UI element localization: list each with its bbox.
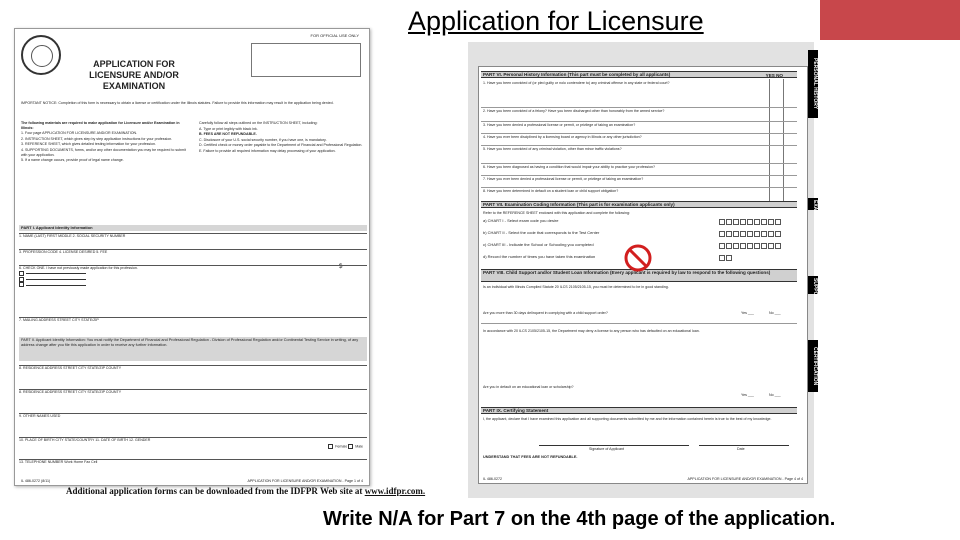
- application-form-page-1: [14, 28, 370, 486]
- divider: [481, 163, 797, 164]
- divider: [481, 107, 797, 108]
- divider: [481, 175, 797, 176]
- materials-item: 1. Four page APPLICATION FOR LICENSURE AND/OR EXAMINATION.: [21, 131, 138, 136]
- download-link[interactable]: www.idfpr.com.: [364, 486, 426, 496]
- part-8-question-4: Are you in default on an educational loan or scholarship?: [483, 385, 574, 389]
- gender-female: Female: [335, 444, 348, 449]
- date-label: Date: [737, 447, 745, 451]
- form-code: IL 486-0272: [483, 477, 503, 481]
- tab-exam: EXAM: [808, 198, 818, 210]
- download-note: [66, 486, 425, 496]
- instruction-steps: [199, 121, 364, 155]
- telephone-field[interactable]: 13. TELEPHONE NUMBER Work Home Fax Cell: [19, 460, 98, 464]
- date-line[interactable]: [699, 445, 789, 446]
- blank-line: [26, 276, 86, 280]
- required-materials: [21, 121, 186, 164]
- divider: [481, 121, 797, 122]
- step-item: A. Type or print legibly with black ink.: [199, 126, 258, 131]
- checkbox[interactable]: [19, 271, 24, 276]
- checkbox[interactable]: [348, 444, 353, 449]
- question-1: 1. Have you been convicted of (or pled guilty or nolo contendere to) any criminal offense in any state or federal court?: [483, 81, 670, 85]
- part-1-header: PART I. Applicant Identity Information: [19, 225, 367, 231]
- yes-option[interactable]: Yes ___: [741, 393, 754, 397]
- form-code: IL 486-0272 (8/11): [21, 479, 51, 483]
- materials-intro: The following materials are required to make application for Licensure and/or Examination in Illinois:: [21, 121, 180, 130]
- download-text: Additional application forms can be downloaded from the IDFPR Web site at: [66, 486, 363, 496]
- no-column-line: [783, 79, 784, 201]
- checkbox[interactable]: [328, 444, 333, 449]
- residence-address-field[interactable]: 8. RESIDENCE ADDRESS STREET CITY STATE/ZIP COUNTY: [19, 366, 122, 370]
- signature-line[interactable]: [539, 445, 689, 446]
- yes-label: Yes: [741, 393, 747, 397]
- form-title: APPLICATION FOR LICENSURE AND/OR EXAMINATION: [89, 59, 179, 91]
- field-row: [19, 265, 367, 315]
- state-seal-icon: [21, 35, 61, 75]
- tab-support: SUPPORT: [808, 276, 818, 294]
- checkbox[interactable]: [19, 277, 24, 282]
- tab-personal-history: PERSONAL HISTORY: [808, 50, 818, 118]
- name-ssn-field[interactable]: 1. NAME (LAST) FIRST MIDDLE 2. SOCIAL SECURITY NUMBER: [19, 234, 126, 238]
- step-item: E. Failure to provide all required information may delay processing of your application.: [199, 148, 336, 153]
- blank-line: [26, 270, 86, 274]
- step-item: D. Certified check or money order payable to the Department of Financial and Professional Regulation.: [199, 143, 363, 148]
- certifying-text: I, the applicant, declare that I have examined this application and all supporting documents submitted by me and the information contained herein is true to the best of my knowledge.: [483, 417, 772, 421]
- part-7-header: PART VII. Examination Coding Information (This part is for examination applicants only): [481, 201, 797, 208]
- yes-column-line: [769, 79, 770, 201]
- part-8-question-3: In accordance with 20 ILCS 2105/2105-15, the Department may deny a license to any person who has defaulted on an educational loan.: [483, 329, 700, 333]
- important-notice: IMPORTANT NOTICE: Completion of this form is necessary to obtain a license or certification under the Illinois statutes. Failure to provide this information may result in the application being denied.: [21, 101, 334, 105]
- other-names-field[interactable]: 9. OTHER NAMES USED: [19, 414, 61, 418]
- chart-1-row: a) CHART I - Select exam code you desire: [483, 218, 559, 223]
- materials-item: 5. If a name change occurs, provide proof of legal name change.: [21, 158, 124, 163]
- question-7: 7. Have you ever been denied a professional license or permit, or privilege of taking an examination?: [483, 177, 644, 181]
- prohibited-icon: [624, 244, 652, 272]
- field-row: [19, 389, 367, 411]
- check-one-field: 6. CHECK ONE. I have not previously made application for this profession.: [19, 266, 138, 270]
- part-6-header: [481, 71, 797, 78]
- form-footer: APPLICATION FOR LICENSURE AND/OR EXAMINATION - Page 1 of 4: [247, 479, 363, 483]
- field-row: [19, 459, 367, 477]
- chart-1-boxes[interactable]: [719, 219, 781, 225]
- mailing-address-field[interactable]: 7. MAILING ADDRESS STREET CITY STATE/ZIP: [19, 318, 99, 322]
- birth-field[interactable]: 10. PLACE OF BIRTH CITY STATE/COUNTRY 11. DATE OF BIRTH 12. GENDER: [19, 438, 151, 442]
- yes-no-header: YES NO: [765, 73, 783, 78]
- part-9-header: PART IX. Certifying Statement: [481, 407, 797, 414]
- field-row: [19, 317, 367, 335]
- question-6: 6. Have you been diagnosed as having a condition that would impair your ability to practice your profession?: [483, 165, 656, 169]
- form-footer: APPLICATION FOR LICENSURE AND/OR EXAMINATION - Page 4 of 4: [687, 477, 803, 481]
- step-item: C. Disclosure of your U.S. social security number, if you have one, is mandatory.: [199, 137, 327, 142]
- part-8-question-1: Is an individual with Illinois Compiled Statute 20 ILCS 2105/2105-15, you must be determined to be in good standing.: [483, 285, 669, 289]
- materials-item: 2. INSTRUCTION SHEET, which gives step by step application instructions for your profession.: [21, 136, 173, 141]
- chart-2-row: b) CHART II - Select the code that corresponds to the Test Center: [483, 230, 600, 235]
- field-row: [19, 413, 367, 435]
- divider: [481, 133, 797, 134]
- fees-not-refundable: UNDERSTAND THAT FEES ARE NOT REFUNDABLE.: [483, 455, 578, 459]
- part-8-header: PART VIII. Child Support and/or Student Loan Information (Every applicant is required by law to respond to the following questions): [481, 269, 797, 282]
- question-5: 5. Have you been convicted of any criminal violation, other than minor traffic violations?: [483, 147, 622, 151]
- divider: [481, 323, 797, 324]
- checkbox[interactable]: [19, 282, 24, 287]
- no-label: No: [769, 393, 774, 397]
- field-row: [19, 233, 367, 247]
- materials-item: 3. REFERENCE SHEET, which gives detailed testing information for your profession.: [21, 142, 157, 147]
- part-6-title: PART VI. Personal History Information (This part must be completed by all applicants): [483, 72, 671, 77]
- divider: [481, 145, 797, 146]
- residence-address-field-2[interactable]: 8. RESIDENCE ADDRESS STREET CITY STATE/ZIP COUNTY: [19, 390, 122, 394]
- application-form-page-4: [478, 66, 808, 484]
- divider: [481, 187, 797, 188]
- chart-3-row: c) CHART III - Indicate the School or Schooling you completed: [483, 242, 594, 247]
- no-option[interactable]: No ___: [769, 311, 781, 315]
- department-logo: [251, 43, 361, 77]
- yes-label: Yes: [741, 311, 747, 315]
- chart-2-boxes[interactable]: [719, 231, 781, 237]
- tab-certification: CERTIFICATION: [808, 340, 818, 392]
- field-row: [19, 365, 367, 387]
- part-7-intro: Refer to the REFERENCE SHEET enclosed with this application and complete the following:: [483, 211, 630, 215]
- gender-male: Male: [355, 444, 363, 449]
- signature-label: Signature of Applicant: [589, 447, 624, 451]
- materials-item: 4. SUPPORTING DOCUMENTS, forms, and/or any other documentation you may be required to submit with your application.: [21, 147, 186, 157]
- yes-option[interactable]: Yes ___: [741, 311, 754, 315]
- accent-bar: [820, 0, 960, 40]
- steps-intro: Carefully follow all steps outlined on the INSTRUCTION SHEET, including:: [199, 121, 318, 125]
- question-3: 3. Have you been denied a professional license or permit, or privilege of taking an examination?: [483, 123, 636, 127]
- official-use-label: FOR OFFICIAL USE ONLY: [310, 33, 359, 38]
- chart-4-row: d) Record the number of times you have taken this examination: [483, 254, 596, 259]
- gender-options: [328, 444, 363, 449]
- question-4: 4. Have you ever been disciplined by a licensing board or agency in Illinois or any other jurisdiction?: [483, 135, 642, 139]
- slide-title: Application for Licensure: [408, 6, 704, 36]
- step-item: B. FEES ARE NOT REFUNDABLE.: [199, 132, 257, 137]
- part-8-question-2: Are you more than 30 days delinquent in complying with a child support order?: [483, 311, 608, 315]
- question-2: 2. Have you been convicted of a felony? Have you been discharged other than honorably from the armed service?: [483, 109, 665, 113]
- chart-4-boxes[interactable]: [719, 255, 732, 261]
- fee-symbol: $: [339, 264, 343, 270]
- no-option[interactable]: No ___: [769, 393, 781, 397]
- field-row: [19, 437, 367, 457]
- field-row: [19, 249, 367, 263]
- chart-3-boxes[interactable]: [719, 243, 781, 249]
- part-2-header: PART II. Applicant Identity Information: You must notify the Department of Financial and Professional Regulation - Division of Professional Regulation and/or Continental Testing Service in writing, of any address change after you file this application in order to receive any further information.: [19, 337, 367, 361]
- slide-caption: Write N/A for Part 7 on the 4th page of the application.: [323, 508, 836, 530]
- blank-line: [26, 282, 86, 286]
- no-label: No: [769, 311, 774, 315]
- profession-fee-field[interactable]: 3. PROFESSION CODE 4. LICENSE DESIRED 5. FEE: [19, 250, 108, 254]
- question-8: 8. Have you been determined in default on a student loan or child support obligation?: [483, 189, 619, 193]
